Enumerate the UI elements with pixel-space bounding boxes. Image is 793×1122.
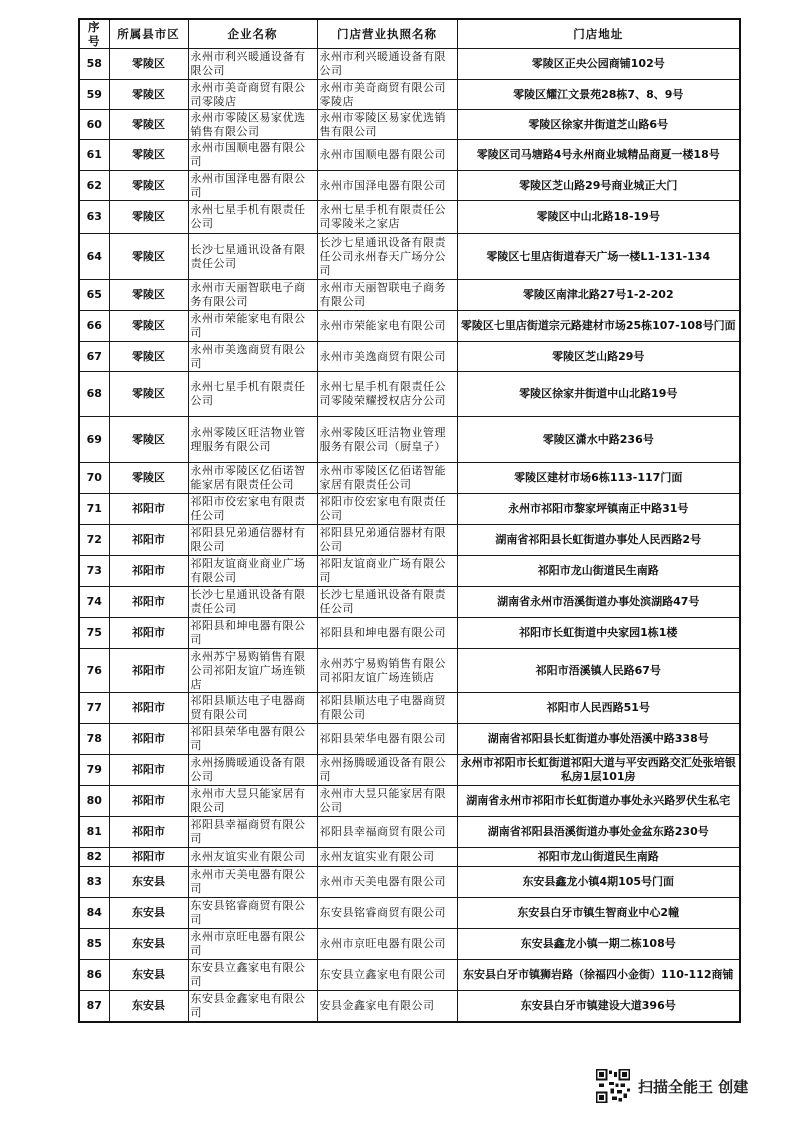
cell-company: 永州零陵区旺洁物业管理服务有限公司 bbox=[188, 417, 317, 463]
cell-address: 零陵区芝山路29号 bbox=[457, 342, 740, 372]
cell-license: 永州市零陵区易家优选销售有限公司 bbox=[317, 110, 457, 140]
table-row bbox=[79, 848, 740, 867]
cell-address: 零陵区建材市场6栋113-117门面 bbox=[457, 463, 740, 494]
cell-license: 永州市天美电器有限公司 bbox=[317, 867, 457, 898]
cell-company: 永州市利兴暖通设备有限公司 bbox=[188, 49, 317, 80]
cell-address: 零陵区司马塘路4号永州商业城精品商夏一楼18号 bbox=[457, 140, 740, 171]
cell-county: 零陵区 bbox=[109, 49, 188, 80]
cell-no: 64 bbox=[79, 234, 109, 280]
cell-county: 祁阳市 bbox=[109, 693, 188, 724]
cell-address: 零陵区中山北路18-19号 bbox=[457, 201, 740, 234]
cell-no: 76 bbox=[79, 649, 109, 693]
cell-company: 祁阳县和坤电器有限公司 bbox=[188, 618, 317, 649]
cell-no: 87 bbox=[79, 991, 109, 1022]
cell-company: 永州友谊实业有限公司 bbox=[188, 848, 317, 867]
cell-no: 67 bbox=[79, 342, 109, 372]
cell-county: 祁阳市 bbox=[109, 786, 188, 817]
cell-license: 祁阳县和坤电器有限公司 bbox=[317, 618, 457, 649]
cell-address: 零陵区南津北路27号1-2-202 bbox=[457, 280, 740, 311]
table-row bbox=[79, 201, 740, 234]
cell-county: 零陵区 bbox=[109, 80, 188, 110]
store-list-sheet bbox=[78, 18, 739, 1023]
cell-company: 祁阳县幸福商贸有限公司 bbox=[188, 817, 317, 848]
cell-county: 祁阳市 bbox=[109, 587, 188, 618]
table-row bbox=[79, 649, 740, 693]
cell-company: 祁阳友谊商业商业广场有限公司 bbox=[188, 556, 317, 587]
table-body bbox=[79, 49, 740, 1022]
cell-address: 零陵区徐家井街道芝山路6号 bbox=[457, 110, 740, 140]
cell-license: 永州友谊实业有限公司 bbox=[317, 848, 457, 867]
cell-license: 永州市利兴暖通设备有限公司 bbox=[317, 49, 457, 80]
cell-address: 祁阳市长虹街道中央家园1栋1楼 bbox=[457, 618, 740, 649]
cell-address: 零陵区七里店街道春天广场一楼L1-131-134 bbox=[457, 234, 740, 280]
cell-no: 62 bbox=[79, 171, 109, 201]
cell-company: 东安县金鑫家电有限公司 bbox=[188, 991, 317, 1022]
cell-company: 永州市荣能家电有限公司 bbox=[188, 311, 317, 342]
table-row bbox=[79, 693, 740, 724]
cell-county: 东安县 bbox=[109, 898, 188, 929]
cell-license: 永州市大昱只能家居有限公司 bbox=[317, 786, 457, 817]
cell-county: 零陵区 bbox=[109, 372, 188, 417]
cell-address: 永州市祁阳市黎家坪镇南正中路31号 bbox=[457, 494, 740, 525]
cell-no: 68 bbox=[79, 372, 109, 417]
cell-no: 66 bbox=[79, 311, 109, 342]
cell-county: 零陵区 bbox=[109, 417, 188, 463]
cell-county: 东安县 bbox=[109, 960, 188, 991]
cell-license: 永州市零陵区亿佰诺智能家居有限责任公司 bbox=[317, 463, 457, 494]
cell-no: 61 bbox=[79, 140, 109, 171]
table-row bbox=[79, 280, 740, 311]
cell-no: 86 bbox=[79, 960, 109, 991]
cell-no: 77 bbox=[79, 693, 109, 724]
cell-company: 东安县铭睿商贸有限公司 bbox=[188, 898, 317, 929]
cell-no: 65 bbox=[79, 280, 109, 311]
cell-license: 永州市国顺电器有限公司 bbox=[317, 140, 457, 171]
cell-address: 祁阳市龙山街道民生南路 bbox=[457, 848, 740, 867]
table-row bbox=[79, 171, 740, 201]
cell-address: 东安县鑫龙小镇一期二栋108号 bbox=[457, 929, 740, 960]
cell-company: 永州市零陵区亿佰诺智能家居有限责任公司 bbox=[188, 463, 317, 494]
cell-no: 63 bbox=[79, 201, 109, 234]
cell-company: 永州市国顺电器有限公司 bbox=[188, 140, 317, 171]
cell-no: 78 bbox=[79, 724, 109, 755]
cell-county: 零陵区 bbox=[109, 234, 188, 280]
table-row bbox=[79, 311, 740, 342]
cell-address: 祁阳市浯溪镇人民路67号 bbox=[457, 649, 740, 693]
cell-company: 永州市京旺电器有限公司 bbox=[188, 929, 317, 960]
table-row bbox=[79, 991, 740, 1022]
cell-county: 祁阳市 bbox=[109, 848, 188, 867]
cell-no: 84 bbox=[79, 898, 109, 929]
cell-county: 祁阳市 bbox=[109, 755, 188, 786]
cell-no: 82 bbox=[79, 848, 109, 867]
cell-license: 永州市京旺电器有限公司 bbox=[317, 929, 457, 960]
cell-company: 永州苏宁易购销售有限公司祁阳友谊广场连锁店 bbox=[188, 649, 317, 693]
cell-no: 59 bbox=[79, 80, 109, 110]
cell-no: 83 bbox=[79, 867, 109, 898]
cell-license: 祁阳县兄弟通信器材有限公司 bbox=[317, 525, 457, 556]
cell-company: 永州扬腾暖通设备有限公司 bbox=[188, 755, 317, 786]
cell-license: 永州苏宁易购销售有限公司祁阳友谊广场连锁店 bbox=[317, 649, 457, 693]
cell-county: 零陵区 bbox=[109, 463, 188, 494]
cell-license: 永州市荣能家电有限公司 bbox=[317, 311, 457, 342]
cell-county: 零陵区 bbox=[109, 110, 188, 140]
cell-county: 祁阳市 bbox=[109, 556, 188, 587]
cell-address: 永州市祁阳市长虹街道祁阳大道与平安西路交汇处张培银私房1层101房 bbox=[457, 755, 740, 786]
table-row bbox=[79, 587, 740, 618]
cell-address: 零陵区芝山路29号商业城正大门 bbox=[457, 171, 740, 201]
cell-company: 长沙七星通讯设备有限责任公司 bbox=[188, 234, 317, 280]
cell-company: 永州市零陵区易家优选销售有限公司 bbox=[188, 110, 317, 140]
cell-address: 零陵区七里店街道宗元路建材市场25栋107-108号门面 bbox=[457, 311, 740, 342]
cell-license: 长沙七星通讯设备有限责任公司永州春天广场分公司 bbox=[317, 234, 457, 280]
cell-address: 祁阳市人民西路51号 bbox=[457, 693, 740, 724]
cell-company: 永州市美奇商贸有限公司零陵店 bbox=[188, 80, 317, 110]
cell-county: 祁阳市 bbox=[109, 649, 188, 693]
table-row bbox=[79, 80, 740, 110]
scanner-watermark bbox=[596, 1066, 748, 1106]
cell-address: 零陵区耀江文景苑28栋7、8、9号 bbox=[457, 80, 740, 110]
cell-address: 东安县白牙市镇狮岩路（徐福四小金街）110-112商铺 bbox=[457, 960, 740, 991]
table-row bbox=[79, 525, 740, 556]
cell-county: 东安县 bbox=[109, 929, 188, 960]
cell-no: 85 bbox=[79, 929, 109, 960]
cell-license: 祁阳市佼宏家电有限责任公司 bbox=[317, 494, 457, 525]
cell-no: 79 bbox=[79, 755, 109, 786]
table-row bbox=[79, 342, 740, 372]
cell-address: 湖南省永州市祁阳市长虹街道办事处永兴路罗伏生私宅 bbox=[457, 786, 740, 817]
cell-no: 75 bbox=[79, 618, 109, 649]
store-table bbox=[78, 18, 741, 1023]
cell-company: 永州市国泽电器有限公司 bbox=[188, 171, 317, 201]
table-row bbox=[79, 372, 740, 417]
cell-license: 祁阳县荣华电器有限公司 bbox=[317, 724, 457, 755]
table-row bbox=[79, 817, 740, 848]
cell-company: 永州市大昱只能家居有限公司 bbox=[188, 786, 317, 817]
table-row bbox=[79, 140, 740, 171]
cell-county: 祁阳市 bbox=[109, 618, 188, 649]
cell-address: 零陵区正央公园商铺102号 bbox=[457, 49, 740, 80]
cell-address: 东安县白牙市镇生智商业中心2幢 bbox=[457, 898, 740, 929]
table-row bbox=[79, 898, 740, 929]
qr-code-icon bbox=[596, 1069, 630, 1103]
header-row bbox=[79, 19, 740, 49]
cell-no: 73 bbox=[79, 556, 109, 587]
cell-county: 零陵区 bbox=[109, 311, 188, 342]
cell-license: 安县金鑫家电有限公司 bbox=[317, 991, 457, 1022]
cell-no: 81 bbox=[79, 817, 109, 848]
cell-county: 东安县 bbox=[109, 867, 188, 898]
cell-county: 祁阳市 bbox=[109, 724, 188, 755]
cell-address: 湖南省祁阳县浯溪街道办事处金盆东路230号 bbox=[457, 817, 740, 848]
table-row bbox=[79, 867, 740, 898]
cell-address: 湖南省祁阳县长虹街道办事处浯溪中路338号 bbox=[457, 724, 740, 755]
table-row bbox=[79, 234, 740, 280]
cell-license: 永州扬腾暖通设备有限公司 bbox=[317, 755, 457, 786]
cell-company: 祁阳县顺达电子电器商贸有限公司 bbox=[188, 693, 317, 724]
cell-license: 永州市美奇商贸有限公司零陵店 bbox=[317, 80, 457, 110]
cell-county: 祁阳市 bbox=[109, 525, 188, 556]
cell-no: 80 bbox=[79, 786, 109, 817]
cell-license: 长沙七星通讯设备有限责任公司 bbox=[317, 587, 457, 618]
cell-company: 东安县立鑫家电有限公司 bbox=[188, 960, 317, 991]
table-row bbox=[79, 417, 740, 463]
cell-license: 永州市美逸商贸有限公司 bbox=[317, 342, 457, 372]
cell-license: 永州零陵区旺洁物业管理服务有限公司（厨皇子） bbox=[317, 417, 457, 463]
header-address: 门店地址 bbox=[457, 19, 740, 49]
cell-address: 东安县鑫龙小镇4期105号门面 bbox=[457, 867, 740, 898]
cell-license: 祁阳县幸福商贸有限公司 bbox=[317, 817, 457, 848]
cell-no: 71 bbox=[79, 494, 109, 525]
scanner-brand-text: 扫描全能王 创建 bbox=[638, 1077, 749, 1096]
cell-license: 东安县立鑫家电有限公司 bbox=[317, 960, 457, 991]
table-row bbox=[79, 960, 740, 991]
cell-license: 永州七星手机有限责任公司零陵荣耀授权店分公司 bbox=[317, 372, 457, 417]
header-county: 所属县市区 bbox=[109, 19, 188, 49]
cell-county: 零陵区 bbox=[109, 201, 188, 234]
cell-license: 东安县铭睿商贸有限公司 bbox=[317, 898, 457, 929]
cell-no: 74 bbox=[79, 587, 109, 618]
cell-company: 永州七星手机有限责任公司 bbox=[188, 201, 317, 234]
table-row bbox=[79, 929, 740, 960]
table-row bbox=[79, 110, 740, 140]
cell-no: 69 bbox=[79, 417, 109, 463]
cell-license: 永州市国泽电器有限公司 bbox=[317, 171, 457, 201]
cell-county: 零陵区 bbox=[109, 171, 188, 201]
cell-address: 东安县白牙市镇建设大道396号 bbox=[457, 991, 740, 1022]
cell-company: 祁阳市佼宏家电有限责任公司 bbox=[188, 494, 317, 525]
cell-address: 零陵区潇水中路236号 bbox=[457, 417, 740, 463]
cell-no: 58 bbox=[79, 49, 109, 80]
cell-no: 60 bbox=[79, 110, 109, 140]
table-row bbox=[79, 556, 740, 587]
cell-address: 湖南省永州市浯溪街道办事处滨湖路47号 bbox=[457, 587, 740, 618]
cell-license: 永州七星手机有限责任公司零陵米之家店 bbox=[317, 201, 457, 234]
table-row bbox=[79, 463, 740, 494]
cell-county: 祁阳市 bbox=[109, 494, 188, 525]
cell-county: 东安县 bbox=[109, 991, 188, 1022]
header-license: 门店营业执照名称 bbox=[317, 19, 457, 49]
cell-company: 祁阳县荣华电器有限公司 bbox=[188, 724, 317, 755]
table-row bbox=[79, 494, 740, 525]
cell-company: 祁阳县兄弟通信器材有限公司 bbox=[188, 525, 317, 556]
table-row bbox=[79, 724, 740, 755]
cell-company: 永州市美逸商贸有限公司 bbox=[188, 342, 317, 372]
cell-license: 祁阳友谊商业广场有限公司 bbox=[317, 556, 457, 587]
cell-no: 72 bbox=[79, 525, 109, 556]
cell-county: 零陵区 bbox=[109, 140, 188, 171]
cell-company: 永州市天美电器有限公司 bbox=[188, 867, 317, 898]
cell-company: 长沙七星通讯设备有限责任公司 bbox=[188, 587, 317, 618]
table-row bbox=[79, 786, 740, 817]
cell-no: 70 bbox=[79, 463, 109, 494]
cell-company: 永州市天丽智联电子商务有限公司 bbox=[188, 280, 317, 311]
cell-address: 祁阳市龙山街道民生南路 bbox=[457, 556, 740, 587]
cell-county: 祁阳市 bbox=[109, 817, 188, 848]
cell-county: 零陵区 bbox=[109, 342, 188, 372]
cell-address: 湖南省祁阳县长虹街道办事处人民西路2号 bbox=[457, 525, 740, 556]
cell-license: 祁阳县顺达电子电器商贸有限公司 bbox=[317, 693, 457, 724]
cell-company: 永州七星手机有限责任公司 bbox=[188, 372, 317, 417]
table-row bbox=[79, 618, 740, 649]
cell-address: 零陵区徐家井街道中山北路19号 bbox=[457, 372, 740, 417]
cell-license: 永州市天丽智联电子商务有限公司 bbox=[317, 280, 457, 311]
header-no: 序号 bbox=[79, 19, 109, 49]
table-row bbox=[79, 755, 740, 786]
header-company: 企业名称 bbox=[188, 19, 317, 49]
table-row bbox=[79, 49, 740, 80]
cell-county: 零陵区 bbox=[109, 280, 188, 311]
